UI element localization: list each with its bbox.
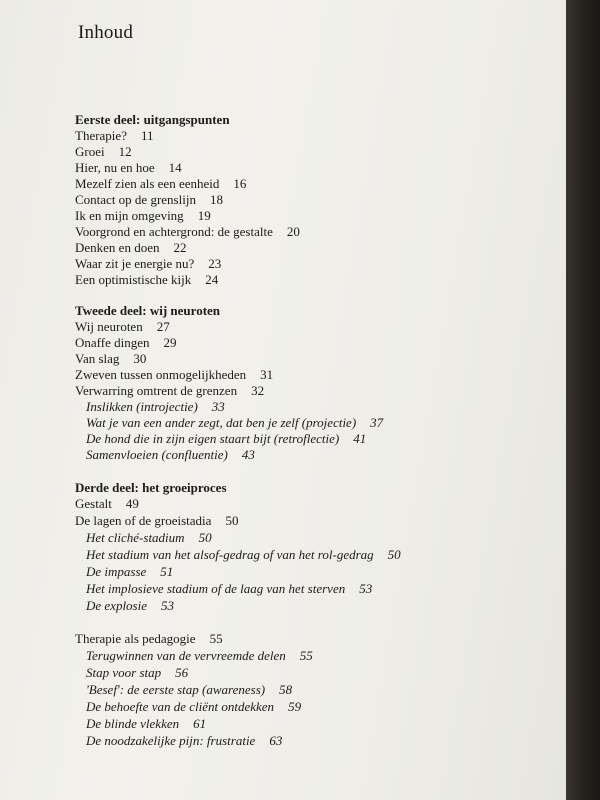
entry-title: Stap voor stap <box>86 665 162 680</box>
entry-page: 37 <box>370 415 384 430</box>
entry-page: 32 <box>251 383 265 398</box>
entry-title: Samenvloeien (confluentie) <box>86 447 228 462</box>
entry-title: Een optimistische kijk <box>75 272 192 287</box>
entry-page: 29 <box>163 335 177 350</box>
toc-entry <box>75 367 273 383</box>
entry-page: 50 <box>225 513 239 528</box>
entry-page: 24 <box>205 272 219 287</box>
entry-title: Mezelf zien als een eenheid <box>75 176 220 191</box>
entry-page: 31 <box>260 367 274 382</box>
entry-title: Zweven tussen onmogelijkheden <box>75 367 247 382</box>
entry-page: 50 <box>387 547 401 562</box>
toc-entry <box>75 383 264 399</box>
toc-entry <box>75 335 176 351</box>
toc-subentry <box>86 716 206 732</box>
entry-title: Verwarring omtrent de grenzen <box>75 383 238 398</box>
book-edge <box>566 0 600 800</box>
toc-entry <box>75 631 223 647</box>
entry-page: 55 <box>299 648 313 663</box>
entry-page: 19 <box>197 208 211 223</box>
entry-page: 56 <box>175 665 189 680</box>
entry-title: De blinde vlekken <box>86 716 180 731</box>
toc-entry <box>75 272 218 288</box>
entry-page: 63 <box>269 733 283 748</box>
toc-subentry <box>86 699 301 715</box>
toc-entry <box>75 192 223 208</box>
toc-entry <box>75 513 238 529</box>
entry-title: De lagen of de groeistadia <box>75 513 212 528</box>
entry-page: 50 <box>198 530 212 545</box>
entry-page: 18 <box>209 192 223 207</box>
entry-title: Therapie? <box>75 128 127 143</box>
entry-title: Ik en mijn omgeving <box>75 208 184 223</box>
entry-page: 23 <box>208 256 222 271</box>
entry-title: Onaffe dingen <box>75 335 150 350</box>
entry-page: 12 <box>118 144 132 159</box>
toc-entry <box>75 256 221 272</box>
entry-page: 41 <box>353 431 367 446</box>
entry-page: 53 <box>359 581 373 596</box>
part-heading: Tweede deel: wij neuroten <box>75 303 221 318</box>
part-heading: Derde deel: het groeiproces <box>75 480 227 495</box>
toc-subentry <box>86 682 292 698</box>
toc-entry <box>75 496 139 512</box>
entry-page: 22 <box>173 240 187 255</box>
entry-title: Het implosieve stadium of de laag van het sterven <box>86 581 346 596</box>
entry-title: 'Besef': de eerste stap (awareness) <box>86 682 266 697</box>
entry-title: Denken en doen <box>75 240 160 255</box>
toc-subentry <box>86 431 366 447</box>
page-title: Inhoud <box>78 22 134 43</box>
toc-subentry <box>86 530 212 546</box>
entry-page: 27 <box>156 319 170 334</box>
entry-title: Voorgrond en achtergrond: de gestalte <box>75 224 273 239</box>
entry-page: 43 <box>241 447 255 462</box>
entry-title: Therapie als pedagogie <box>75 631 196 646</box>
entry-page: 55 <box>209 631 223 646</box>
entry-title: De explosie <box>86 598 148 613</box>
toc-entry <box>75 351 146 367</box>
toc-subentry <box>86 733 282 749</box>
entry-title: Van slag <box>75 351 120 366</box>
toc-entry <box>75 176 246 192</box>
part-heading: Eerste deel: uitgangspunten <box>75 112 230 127</box>
entry-title: Het cliché-stadium <box>86 530 185 545</box>
entry-page: 14 <box>168 160 182 175</box>
toc-subentry <box>86 564 173 580</box>
toc-entry <box>75 240 186 256</box>
entry-page: 30 <box>133 351 147 366</box>
entry-page: 20 <box>286 224 300 239</box>
toc-subentry <box>86 547 401 563</box>
entry-title: De hond die in zijn eigen staart bijt (retroflectie) <box>86 431 340 446</box>
toc-subentry <box>86 581 372 597</box>
entry-title: Wat je van een ander zegt, dat ben je zelf (projectie) <box>86 415 357 430</box>
toc-entry <box>75 128 154 144</box>
toc-entry <box>75 160 182 176</box>
entry-title: Terugwinnen van de vervreemde delen <box>86 648 286 663</box>
entry-page: 58 <box>279 682 293 697</box>
entry-title: Waar zit je energie nu? <box>75 256 195 271</box>
toc-subentry <box>86 665 188 681</box>
toc-entry <box>75 208 211 224</box>
toc-entry <box>75 144 132 160</box>
entry-title: Gestalt <box>75 496 112 511</box>
entry-title: Hier, nu en hoe <box>75 160 155 175</box>
toc-subentry <box>86 598 174 614</box>
toc-entry <box>75 319 170 335</box>
toc-subentry <box>86 447 255 463</box>
entry-page: 59 <box>288 699 302 714</box>
entry-title: Inslikken (introjectie) <box>86 399 198 414</box>
entry-page: 53 <box>161 598 175 613</box>
toc-subentry <box>86 399 225 415</box>
entry-title: De behoefte van de cliënt ontdekken <box>86 699 275 714</box>
entry-page: 49 <box>125 496 139 511</box>
entry-title: Groei <box>75 144 105 159</box>
entry-title: Contact op de grenslijn <box>75 192 196 207</box>
entry-page: 16 <box>233 176 247 191</box>
entry-page: 61 <box>193 716 207 731</box>
entry-page: 33 <box>211 399 225 414</box>
entry-title: De impasse <box>86 564 147 579</box>
entry-page: 11 <box>140 128 154 143</box>
toc-subentry <box>86 648 313 664</box>
toc-subentry <box>86 415 383 431</box>
entry-title: Het stadium van het alsof-gedrag of van het rol-gedrag <box>86 547 374 562</box>
entry-page: 51 <box>160 564 174 579</box>
entry-title: De noodzakelijke pijn: frustratie <box>86 733 256 748</box>
toc-entry <box>75 224 300 240</box>
entry-title: Wij neuroten <box>75 319 143 334</box>
